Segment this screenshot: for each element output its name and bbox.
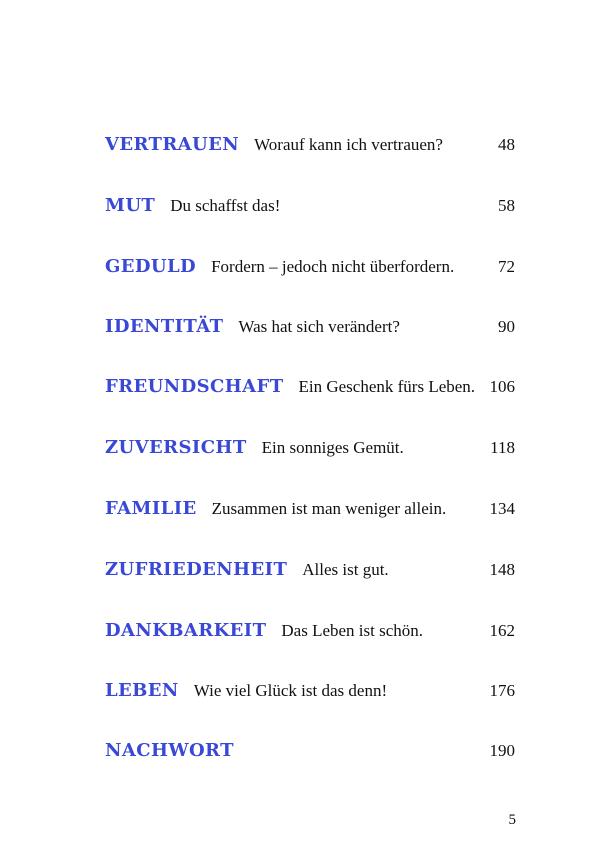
toc-page-number: 190 (489, 741, 515, 760)
toc-entry (105, 682, 515, 710)
toc-subtitle: Ein sonniges Gemüt. (261, 438, 404, 457)
toc-keyword: MUT (105, 195, 156, 216)
toc-subtitle: Du schaffst das! (170, 196, 281, 215)
toc-page-number: 118 (490, 438, 515, 457)
toc-keyword: LEBEN (105, 680, 179, 701)
toc-subtitle: Worauf kann ich vertrauen? (254, 135, 443, 154)
toc-subtitle: Das Leben ist schön. (281, 621, 424, 640)
toc-page-number: 48 (498, 135, 515, 154)
toc-entry (105, 378, 515, 406)
toc-entry (105, 500, 515, 528)
toc-keyword: ZUFRIEDENHEIT (105, 559, 288, 580)
toc-entry (105, 197, 515, 225)
toc-page-number: 176 (489, 681, 515, 700)
toc-entry (105, 561, 515, 589)
toc-keyword: FAMILIE (105, 498, 197, 519)
toc-entry-title-group (105, 318, 400, 336)
toc-page-number: 106 (489, 377, 515, 396)
toc-page-number: 148 (489, 560, 515, 579)
toc-subtitle: Wie viel Glück ist das denn! (193, 681, 388, 700)
toc-entry-title-group (105, 561, 389, 579)
toc-keyword: FREUNDSCHAFT (105, 376, 284, 397)
toc-keyword: DANKBARKEIT (105, 620, 267, 641)
toc-keyword: VERTRAUEN (105, 134, 240, 155)
toc-subtitle: Ein Geschenk fürs Leben. (298, 377, 476, 396)
toc-page-number: 58 (498, 196, 515, 215)
toc-page-number: 72 (498, 257, 515, 276)
toc-entry (105, 318, 515, 346)
toc-entry (105, 742, 515, 770)
toc-entry-title-group (105, 742, 249, 760)
toc-subtitle: Fordern – jedoch nicht überfordern. (211, 257, 455, 276)
toc-keyword: NACHWORT (105, 740, 234, 761)
toc-entry (105, 622, 515, 650)
toc-page-number: 162 (489, 621, 515, 640)
toc-entry-title-group (105, 378, 475, 396)
page-folio-number: 5 (508, 812, 516, 828)
toc-page-number: 90 (498, 317, 515, 336)
toc-entry (105, 258, 515, 286)
toc-page-number: 134 (489, 499, 515, 518)
toc-entry-title-group (105, 136, 443, 154)
toc-keyword: GEDULD (105, 256, 197, 277)
toc-entry-title-group (105, 682, 387, 700)
toc-entry-title-group (105, 258, 454, 276)
toc-keyword: ZUVERSICHT (105, 437, 247, 458)
toc-subtitle: Alles ist gut. (302, 560, 389, 579)
toc-entry-title-group (105, 622, 423, 640)
toc-entry-title-group (105, 500, 446, 518)
toc-entry (105, 136, 515, 164)
toc-subtitle: Zusammen ist man weniger allein. (211, 499, 447, 518)
toc-entry (105, 439, 515, 467)
toc-entry-title-group (105, 197, 280, 215)
toc-keyword: IDENTITÄT (105, 316, 224, 337)
toc-subtitle: Was hat sich verändert? (238, 317, 400, 336)
toc-entry-title-group (105, 439, 404, 457)
